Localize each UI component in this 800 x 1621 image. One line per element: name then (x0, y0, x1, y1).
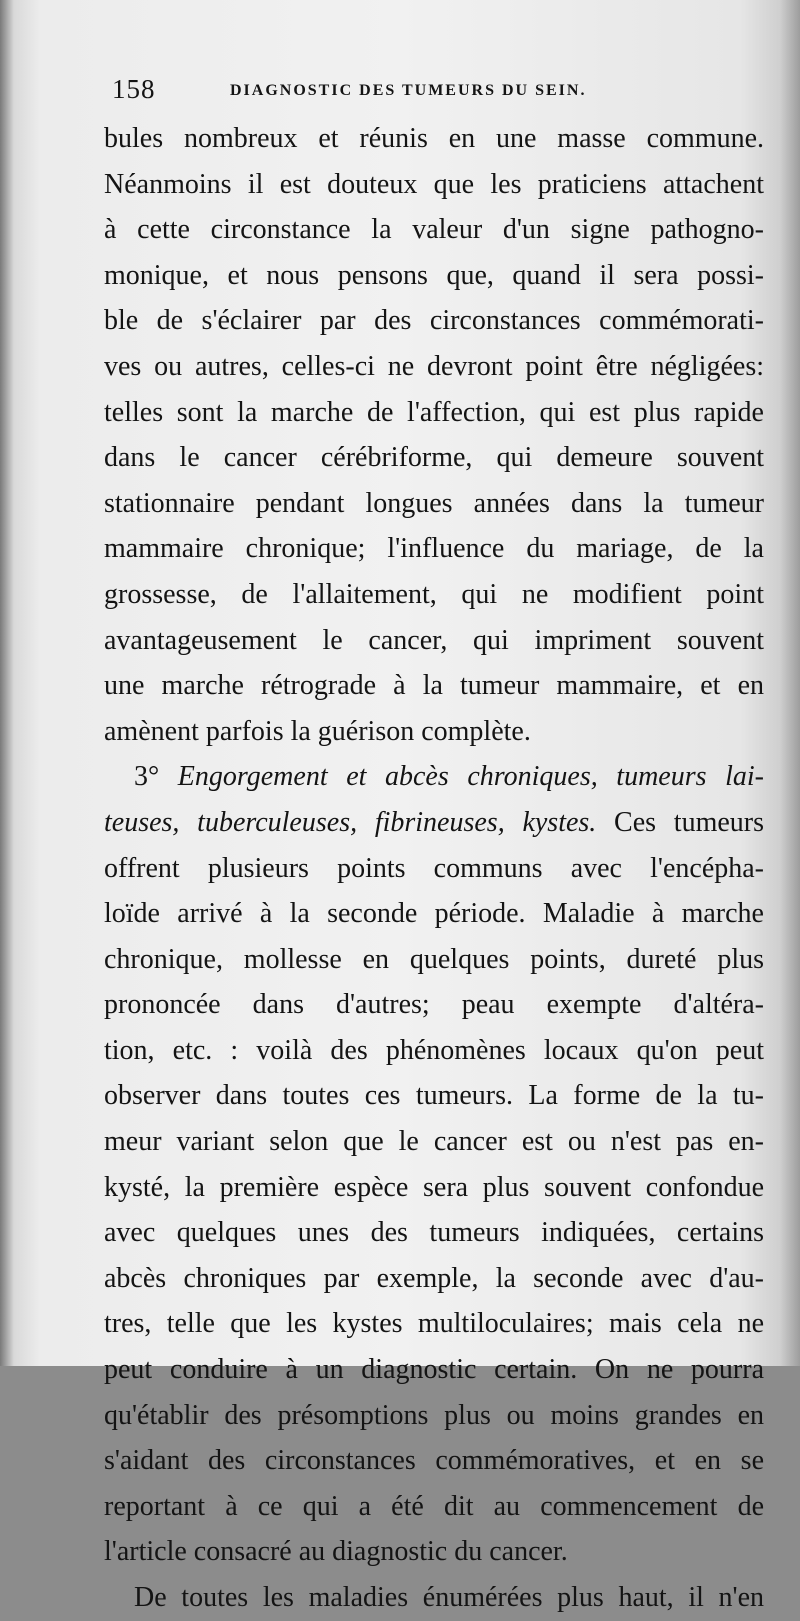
text-line: loïde arrivé à la seconde période. Maladie à marche (104, 898, 764, 930)
text-line: meur variant selon que le cancer est ou n'est pas en- (104, 1126, 764, 1158)
text-line: De toutes les maladies énumérées plus haut, il n'en (134, 1582, 764, 1613)
text-line: tion, etc. : voilà des phénomènes locaux qu'on peut (104, 1034, 764, 1066)
text-line: s'aidant des circonstances commémoratives, et en se (104, 1445, 764, 1477)
text-line: telles sont la marche de l'affection, qui est plus rapide (104, 396, 764, 428)
text-line: observer dans toutes ces tumeurs. La forme de la tu- (104, 1080, 764, 1112)
page-header (112, 74, 772, 110)
text-line: peut conduire à un diagnostic certain. On ne pourra (104, 1354, 764, 1386)
text-line: Néanmoins il est douteux que les praticiens attachent (104, 168, 764, 200)
text-line: une marche rétrograde à la tumeur mammaire, et en (104, 670, 764, 702)
text-line: dans le cancer cérébriforme, qui demeure souvent (104, 442, 764, 474)
running-title: DIAGNOSTIC DES TUMEURS DU SEIN. (230, 82, 587, 99)
text-line (104, 800, 764, 846)
text-line: chronique, mollesse en quelques points, dureté plus (104, 943, 764, 975)
text-line: avec quelques unes des tumeurs indiquées, certains (104, 1217, 764, 1249)
body-text (104, 116, 764, 1621)
text-line: l'article consacré au diagnostic du cancer. (104, 1536, 568, 1568)
section-number: 3° (134, 761, 178, 793)
section-heading: Engorgement et abcès chroniques, tumeurs lai- (177, 761, 764, 793)
text-line: mammaire chronique; l'influence du mariage, de la (104, 533, 764, 565)
text-line: stationnaire pendant longues années dans la tumeur (104, 487, 764, 519)
text-line: bules nombreux et réunis en une masse commune. (104, 123, 764, 154)
text-line: offrent plusieurs points communs avec l'encépha- (104, 852, 764, 884)
text-run: Ces tumeurs (596, 806, 764, 838)
text-line: ble de s'éclairer par des circonstances commémorati- (104, 305, 764, 337)
text-line: kysté, la première espèce sera plus souvent confondue (104, 1171, 764, 1203)
text-line: amènent parfois la guérison complète. (104, 715, 531, 747)
text-line (104, 754, 764, 800)
page-number: 158 (112, 74, 156, 104)
text-line: monique, et nous pensons que, quand il sera possi- (104, 259, 764, 291)
text-line: qu'établir des présomptions plus ou moins grandes en (104, 1399, 764, 1431)
text-line: prononcée dans d'autres; peau exempte d'altéra- (104, 989, 764, 1021)
text-line: grossesse, de l'allaitement, qui ne modifient point (104, 578, 764, 610)
text-line: avantageusement le cancer, qui impriment souvent (104, 624, 764, 656)
text-line: ves ou autres, celles-ci ne devront point être négligées: (104, 350, 764, 382)
text-line: reportant à ce qui a été dit au commencement de (104, 1490, 764, 1522)
text-line: abcès chroniques par exemple, la seconde avec d'au- (104, 1262, 764, 1294)
text-line: tres, telle que les kystes multiloculaires; mais cela ne (104, 1308, 764, 1340)
text-line: à cette circonstance la valeur d'un signe pathogno- (104, 214, 764, 246)
section-heading-continued: teuses, tuberculeuses, fibrineuses, kystes. (104, 806, 597, 838)
